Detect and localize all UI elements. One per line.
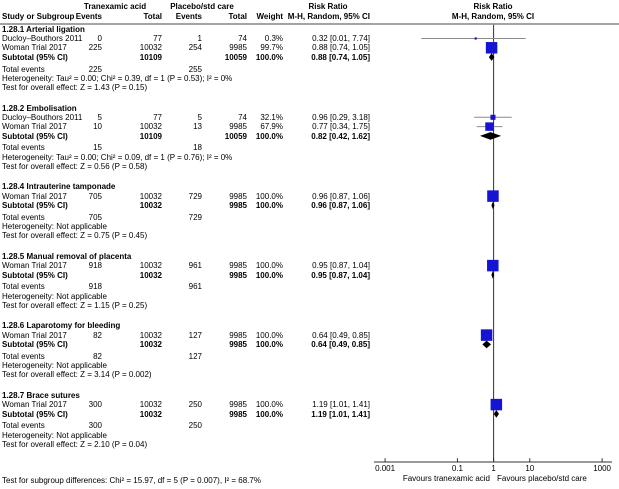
subgroup-differences-note: Test for subgroup differences: Chi² = 15.97, df = 5 (P = 0.007), I² = 68.7%	[2, 476, 261, 485]
overall-effect-note: Test for overall effect: Z = 1.15 (P = 0.25)	[2, 300, 148, 310]
total-1: 10032	[139, 122, 162, 132]
subgroup-title: 1.28.2 Embolisation	[2, 103, 77, 113]
overall-effect-note: Test for overall effect: Z = 3.14 (P = 0.002)	[2, 370, 152, 380]
risk-ratio-plot-header: Risk Ratio	[473, 2, 513, 11]
events-2: 729	[188, 191, 202, 201]
events-1: 5	[97, 112, 102, 122]
total-2: 9985	[229, 340, 247, 349]
col-total1-header: Total	[143, 12, 162, 22]
weight: 32.1%	[260, 112, 283, 122]
study-name: Ducloy–Bouthors 2011	[2, 34, 83, 44]
weight: 100.0%	[255, 52, 283, 62]
events-1: 0	[97, 34, 102, 44]
study-name: Woman Trial 2017	[2, 400, 67, 410]
subtotal-diamond	[482, 341, 491, 349]
heterogeneity-note: Heterogeneity: Tau² = 0.00; Chi² = 0.09, df = 1 (P = 0.76); I² = 0%	[2, 152, 233, 162]
events-1: 300	[88, 400, 102, 410]
weight: 100.0%	[255, 400, 283, 410]
study-name: Subtotal (95% CI)	[2, 270, 68, 280]
rr-ci: 0.82 [0.42, 1.62]	[311, 131, 370, 141]
group2-header: Placebo/std care	[170, 2, 234, 11]
col-events1-header: Events	[75, 12, 102, 22]
effect-square	[490, 115, 495, 120]
x-axis-tick-label: 1000	[593, 463, 612, 473]
study-name: Total events	[2, 212, 45, 222]
events-1: 705	[88, 212, 102, 222]
rr-ci: 0.64 [0.49, 0.85]	[312, 330, 370, 340]
events-2: 127	[188, 330, 202, 340]
x-axis-tick-label: 0.001	[375, 463, 396, 473]
study-name: Total events	[2, 64, 45, 74]
events-1: 225	[88, 64, 102, 74]
study-name: Woman Trial 2017	[2, 330, 67, 340]
total-1: 10109	[139, 52, 162, 62]
subgroup-title: 1.28.1 Arterial ligation	[2, 24, 85, 34]
subgroup-title: 1.28.6 Laparotomy for bleeding	[2, 321, 121, 331]
effect-square	[485, 122, 493, 130]
study-name: Total events	[2, 421, 45, 431]
events-1: 82	[93, 351, 102, 361]
study-name: Woman Trial 2017	[2, 122, 67, 132]
events-1: 82	[93, 330, 102, 340]
study-name: Subtotal (95% CI)	[2, 131, 68, 141]
col-total2-header: Total	[228, 12, 247, 22]
total-2: 74	[238, 34, 247, 44]
weight: 99.7%	[260, 43, 283, 53]
total-1: 10032	[139, 261, 162, 271]
events-1: 300	[88, 421, 102, 431]
total-2: 9985	[229, 43, 247, 53]
study-name: Woman Trial 2017	[2, 261, 67, 271]
favours-left-label: Favours tranexamic acid	[402, 473, 490, 483]
study-name: Woman Trial 2017	[2, 191, 67, 201]
overall-effect-note: Test for overall effect: Z = 0.56 (P = 0.58)	[2, 161, 148, 171]
events-2: 961	[188, 261, 202, 271]
heterogeneity-note: Heterogeneity: Not applicable	[2, 222, 107, 232]
total-2: 9985	[229, 122, 247, 132]
x-axis-tick-label: 1	[491, 463, 496, 473]
total-2: 10059	[224, 52, 247, 62]
heterogeneity-note: Heterogeneity: Not applicable	[2, 291, 107, 301]
col-weight-header: Weight	[256, 12, 283, 22]
weight: 100.0%	[255, 201, 283, 210]
weight: 100.0%	[255, 409, 283, 419]
rr-ci: 1.19 [1.01, 1.41]	[312, 400, 370, 410]
weight: 67.9%	[260, 122, 283, 132]
study-name: Total events	[2, 282, 45, 292]
events-2: 1	[197, 34, 202, 44]
subtotal-diamond	[491, 271, 494, 279]
group1-header: Tranexamic acid	[83, 2, 147, 11]
events-2: 254	[188, 43, 202, 53]
events-2: 5	[197, 112, 202, 122]
effect-square	[487, 190, 499, 202]
total-1: 10032	[139, 400, 162, 410]
events-1: 918	[88, 261, 102, 271]
events-1: 918	[88, 282, 102, 292]
study-name: Subtotal (95% CI)	[2, 340, 68, 349]
rr-ci: 0.95 [0.87, 1.04]	[312, 261, 370, 271]
weight: 100.0%	[255, 340, 283, 349]
total-1: 10109	[139, 131, 162, 141]
total-1: 10032	[139, 330, 162, 340]
risk-ratio-text-header: Risk Ratio	[308, 2, 348, 11]
weight: 100.0%	[255, 191, 283, 201]
total-2: 9985	[229, 409, 247, 419]
subgroup-title: 1.28.5 Manual removal of placenta	[2, 251, 132, 261]
events-2: 13	[193, 122, 202, 132]
heterogeneity-note: Heterogeneity: Not applicable	[2, 430, 107, 440]
total-2: 10059	[224, 131, 247, 141]
effect-square	[475, 37, 477, 39]
subtotal-diamond	[494, 410, 499, 418]
events-1: 10	[93, 122, 102, 132]
total-1: 10032	[139, 43, 162, 53]
total-2: 9985	[229, 330, 247, 340]
col-study-header: Study or Subgroup	[2, 12, 75, 22]
total-1: 10032	[139, 409, 162, 419]
study-name: Subtotal (95% CI)	[2, 52, 68, 62]
total-1: 77	[153, 112, 162, 122]
subgroup-title: 1.28.4 Intrauterine tamponade	[2, 182, 116, 192]
weight: 100.0%	[255, 261, 283, 271]
overall-effect-note: Test for overall effect: Z = 1.43 (P = 0.15)	[2, 83, 148, 93]
events-2: 18	[193, 143, 202, 153]
total-1: 10032	[139, 201, 162, 210]
col-events2-header: Events	[175, 12, 202, 22]
events-1: 225	[88, 43, 102, 53]
subgroup-title: 1.28.7 Brace sutures	[2, 390, 80, 400]
study-name: Subtotal (95% CI)	[2, 201, 68, 210]
effect-square	[486, 42, 497, 53]
study-name: Total events	[2, 143, 45, 153]
study-name: Subtotal (95% CI)	[2, 409, 68, 419]
weight: 100.0%	[255, 330, 283, 340]
rr-ci: 0.77 [0.34, 1.75]	[312, 122, 370, 132]
total-2: 9985	[229, 400, 247, 410]
rr-ci: 0.96 [0.87, 1.06]	[312, 191, 370, 201]
total-2: 9985	[229, 201, 247, 210]
rr-ci: 0.64 [0.49, 0.85]	[311, 340, 370, 349]
total-1: 10032	[139, 270, 162, 280]
total-1: 10032	[139, 191, 162, 201]
study-name: Woman Trial 2017	[2, 43, 67, 53]
plot-mh-header: M-H, Random, 95% CI	[451, 12, 535, 22]
subtotal-diamond	[491, 202, 494, 210]
total-2: 9985	[229, 270, 247, 280]
rr-ci: 0.96 [0.87, 1.06]	[311, 201, 370, 210]
heterogeneity-note: Heterogeneity: Tau² = 0.00; Chi² = 0.39, df = 1 (P = 0.53); I² = 0%	[2, 73, 233, 83]
heterogeneity-note: Heterogeneity: Not applicable	[2, 361, 107, 371]
rr-ci: 0.95 [0.87, 1.04]	[311, 270, 370, 280]
total-2: 9985	[229, 191, 247, 201]
favours-right-label: Favours placebo/std care	[497, 473, 587, 483]
subtotal-diamond	[480, 132, 501, 140]
total-2: 74	[238, 112, 247, 122]
subtotal-diamond	[489, 53, 494, 61]
events-1: 15	[93, 143, 102, 153]
total-1: 10032	[139, 340, 162, 349]
total-1: 77	[153, 34, 162, 44]
overall-effect-note: Test for overall effect: Z = 2.10 (P = 0.04)	[2, 439, 148, 449]
weight: 0.3%	[264, 34, 283, 44]
x-axis-tick-label: 10	[525, 463, 535, 473]
total-2: 9985	[229, 261, 247, 271]
study-name: Ducloy–Bouthors 2011	[2, 112, 83, 122]
rr-ci: 0.32 [0.01, 7.74]	[312, 34, 370, 44]
events-2: 729	[188, 212, 202, 222]
effect-square	[487, 260, 499, 272]
events-2: 250	[188, 400, 202, 410]
overall-effect-note: Test for overall effect: Z = 0.75 (P = 0.45)	[2, 231, 148, 241]
study-name: Total events	[2, 351, 45, 361]
col-mh-header: M-H, Random, 95% CI	[287, 12, 370, 22]
effect-square	[491, 399, 503, 411]
rr-ci: 1.19 [1.01, 1.41]	[311, 409, 370, 419]
x-axis-tick-label: 0.1	[451, 463, 463, 473]
events-2: 250	[188, 421, 202, 431]
rr-ci: 0.88 [0.74, 1.05]	[312, 43, 370, 53]
events-2: 127	[188, 351, 202, 361]
events-2: 255	[188, 64, 202, 74]
events-2: 961	[188, 282, 202, 292]
events-1: 705	[88, 191, 102, 201]
rr-ci: 0.96 [0.29, 3.18]	[312, 112, 370, 122]
effect-square	[481, 329, 493, 341]
rr-ci: 0.88 [0.74, 1.05]	[311, 52, 370, 62]
weight: 100.0%	[255, 131, 283, 141]
weight: 100.0%	[255, 270, 283, 280]
